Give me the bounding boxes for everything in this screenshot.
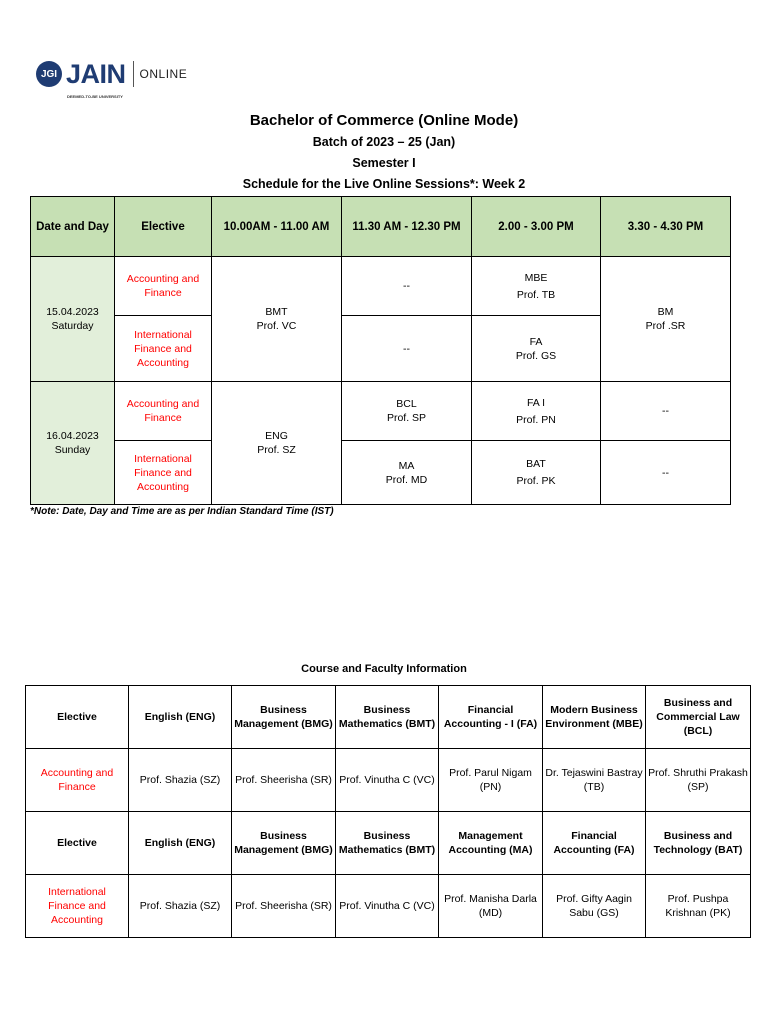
timezone-note: *Note: Date, Day and Time are as per Indian Standard Time (IST) [30, 506, 334, 517]
header-cell: Modern Business Environment (MBE) [543, 686, 646, 749]
date-cell-day2: 16.04.2023 Sunday [31, 382, 115, 505]
table-row [26, 875, 751, 938]
elective-cell: Accounting and Finance [26, 749, 129, 812]
logo-badge: JGI [36, 61, 62, 87]
session-cell: -- [342, 316, 472, 382]
elective-cell: Accounting and Finance [115, 257, 212, 316]
faculty-cell: Prof. Parul Nigam (PN) [439, 749, 543, 812]
batch-line: Batch of 2023 – 25 (Jan) [312, 135, 456, 149]
schedule-table [30, 196, 731, 505]
session-cell: FA I Prof. PN [472, 382, 601, 441]
header-cell: Financial Accounting (FA) [543, 812, 646, 875]
elective-cell: International Finance and Accounting [26, 875, 129, 938]
course-header-row [26, 686, 751, 749]
schedule-header-row [31, 197, 731, 257]
logo-online: ONLINE [139, 67, 188, 81]
jain-online-logo [36, 58, 188, 99]
session-cell: -- [601, 382, 731, 441]
header-cell: Business Mathematics (BMT) [336, 812, 439, 875]
header-cell: Business and Technology (BAT) [646, 812, 751, 875]
header-slot-1: 10.00AM - 11.00 AM [212, 197, 342, 257]
session-cell: -- [601, 441, 731, 505]
session-cell: BAT Prof. PK [472, 441, 601, 505]
faculty-cell: Prof. Sheerisha (SR) [232, 875, 336, 938]
header-cell: Elective [26, 812, 129, 875]
session-cell: -- [342, 257, 472, 316]
elective-cell: Accounting and Finance [115, 382, 212, 441]
faculty-cell: Prof. Shazia (SZ) [129, 749, 232, 812]
faculty-cell: Prof. Gifty Aagin Sabu (GS) [543, 875, 646, 938]
header-cell: Elective [26, 686, 129, 749]
header-cell: Business and Commercial Law (BCL) [646, 686, 751, 749]
course-faculty-table [25, 685, 751, 938]
header-slot-3: 2.00 - 3.00 PM [472, 197, 601, 257]
faculty-cell: Prof. Vinutha C (VC) [336, 875, 439, 938]
header-cell: English (ENG) [129, 686, 232, 749]
session-cell: BCL Prof. SP [342, 382, 472, 441]
document-headings [0, 110, 768, 195]
faculty-cell: Prof. Vinutha C (VC) [336, 749, 439, 812]
table-row [31, 382, 731, 441]
header-cell: Business Management (BMG) [232, 686, 336, 749]
session-cell: MBE Prof. TB [472, 257, 601, 316]
faculty-cell: Prof. Shazia (SZ) [129, 875, 232, 938]
logo-tagline: DEEMED-TO-BE UNIVERSITY [67, 94, 123, 99]
semester-line: Semester I [352, 156, 416, 170]
logo-divider [133, 61, 134, 87]
elective-cell: International Finance and Accounting [115, 441, 212, 505]
faculty-cell: Prof. Shruthi Prakash (SP) [646, 749, 751, 812]
header-cell: Management Accounting (MA) [439, 812, 543, 875]
header-slot-4: 3.30 - 4.30 PM [601, 197, 731, 257]
header-slot-2: 11.30 AM - 12.30 PM [342, 197, 472, 257]
faculty-cell: Prof. Manisha Darla (MD) [439, 875, 543, 938]
header-cell: Business Mathematics (BMT) [336, 686, 439, 749]
table-row [31, 257, 731, 316]
header-cell: Financial Accounting - I (FA) [439, 686, 543, 749]
table-row [26, 749, 751, 812]
program-title: Bachelor of Commerce (Online Mode) [249, 112, 519, 129]
header-cell: English (ENG) [129, 812, 232, 875]
session-cell: ENG Prof. SZ [212, 382, 342, 505]
header-date: Date and Day [31, 197, 115, 257]
header-elective: Elective [115, 197, 212, 257]
date-cell-day1: 15.04.2023 Saturday [31, 257, 115, 382]
table-row [31, 441, 731, 505]
schedule-heading: Schedule for the Live Online Sessions*: Week 2 [242, 177, 526, 191]
session-cell: FA Prof. GS [472, 316, 601, 382]
faculty-cell: Prof. Sheerisha (SR) [232, 749, 336, 812]
session-cell: BMT Prof. VC [212, 257, 342, 382]
logo-word: JAIN DEEMED-TO-BE UNIVERSITY [66, 61, 126, 87]
faculty-cell: Dr. Tejaswini Bastray (TB) [543, 749, 646, 812]
course-info-title: Course and Faculty Information [301, 663, 467, 675]
header-cell: Business Management (BMG) [232, 812, 336, 875]
faculty-cell: Prof. Pushpa Krishnan (PK) [646, 875, 751, 938]
course-header-row [26, 812, 751, 875]
elective-cell: International Finance and Accounting [115, 316, 212, 382]
session-cell: BM Prof .SR [601, 257, 731, 382]
session-cell: MA Prof. MD [342, 441, 472, 505]
